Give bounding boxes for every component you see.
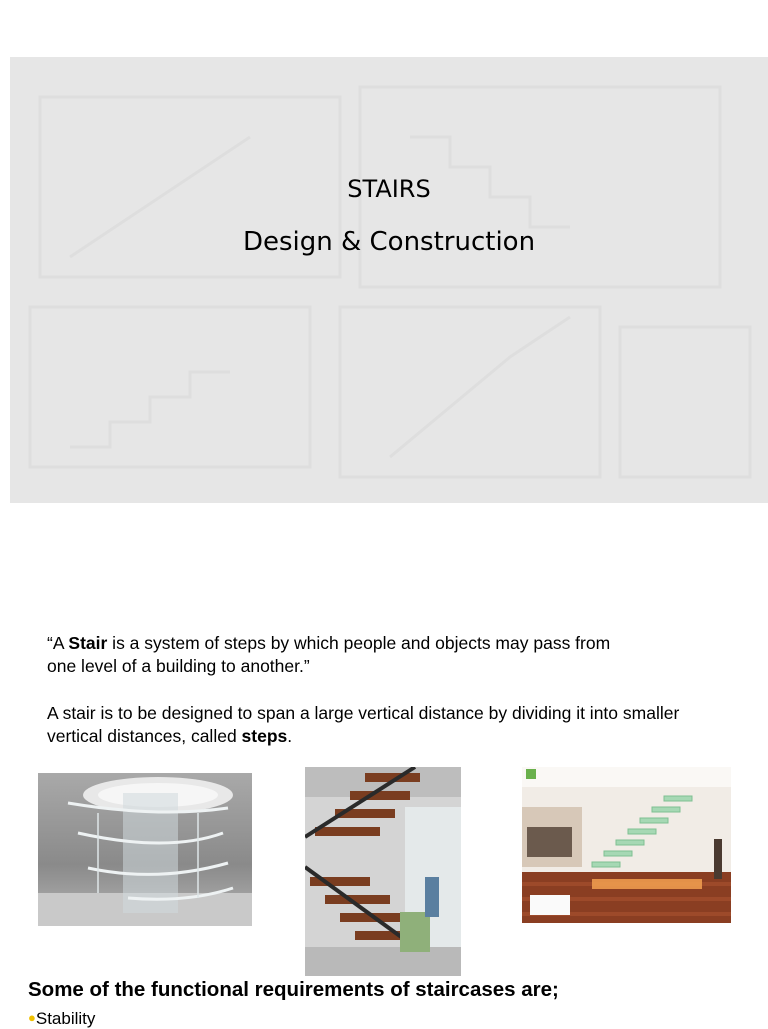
- slide-title: STAIRS: [347, 175, 431, 203]
- slide-subtitle: Design & Construction: [242, 227, 536, 257]
- bullet-dot-icon: ●: [28, 1010, 36, 1025]
- requirement-item: [28, 1009, 95, 1029]
- explanation-text: A stair is to be designed to span a large vertical distance by dividing it into smaller vertical distances, called: [47, 703, 680, 746]
- title-slide: [10, 57, 768, 503]
- floating-glass-staircase-photo: [522, 767, 731, 923]
- quote-open: “A: [47, 633, 69, 653]
- explanation-end: .: [287, 726, 293, 746]
- stair-term: Stair: [68, 633, 108, 653]
- stair-sketch-watermark: [10, 57, 768, 503]
- definition-paragraph: [47, 632, 737, 678]
- spiral-staircase-photo: [38, 773, 252, 926]
- wooden-staircase-photo: [305, 767, 461, 976]
- requirement-item-label: Stability: [35, 1009, 96, 1028]
- definition-line2: one level of a building to another.”: [47, 656, 310, 676]
- definition-line1: is a system of steps by which people and objects may pass from: [107, 633, 611, 653]
- steps-term: steps: [241, 726, 288, 746]
- explanation-paragraph: [47, 702, 737, 748]
- requirements-heading: Some of the functional requirements of staircases are;: [28, 978, 559, 1001]
